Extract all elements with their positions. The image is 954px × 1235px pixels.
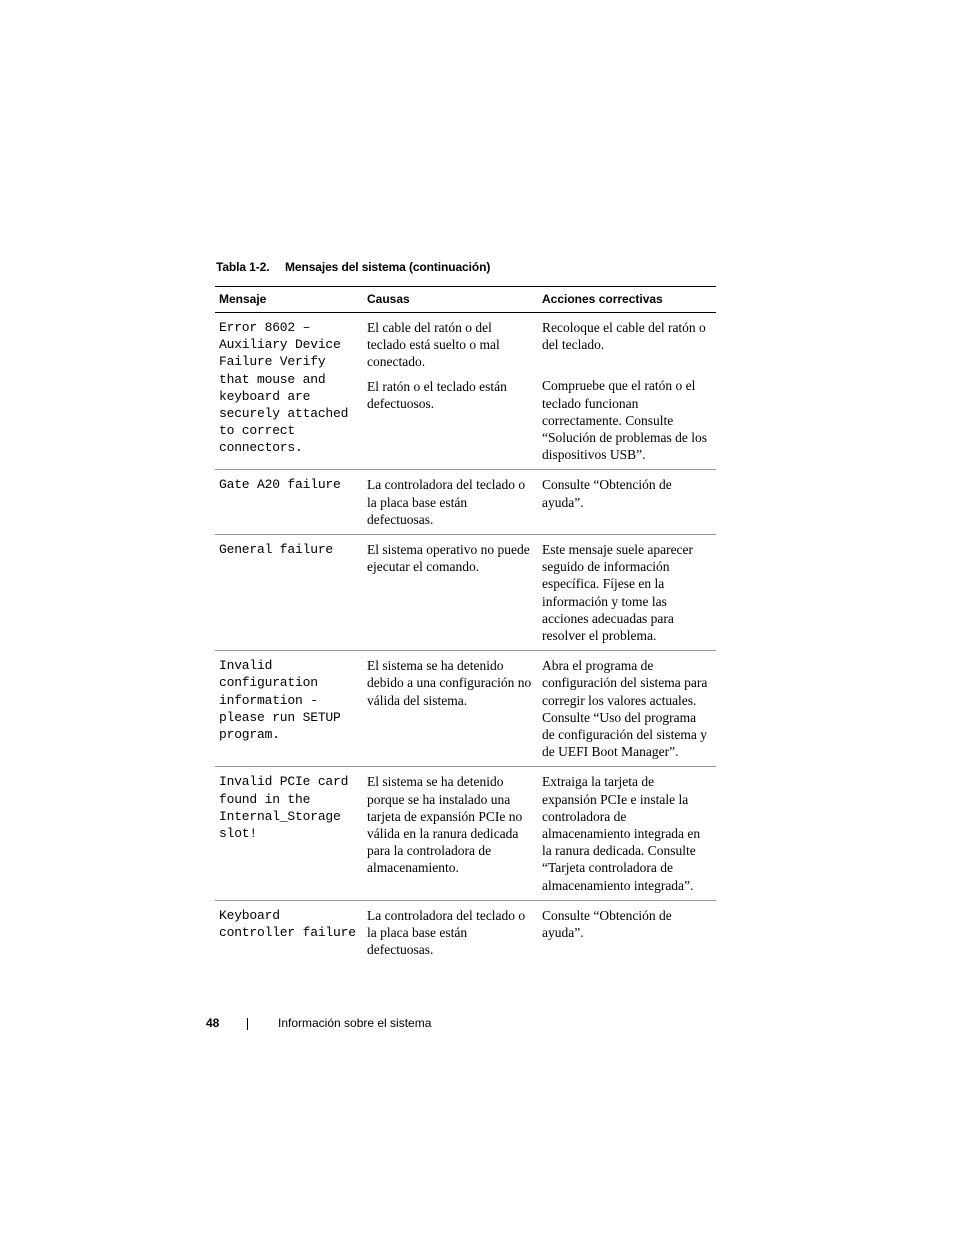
header-causes: Causas [363,287,538,313]
header-message: Mensaje [215,287,363,313]
message-cell: Keyboard controller failure [219,907,356,941]
table-row [215,900,716,964]
cause-text: El sistema se ha detenido porque se ha instalado una tarjeta de expansión PCIe no válida en la ranura dedicada para la controladora de almacenamiento. [367,774,523,876]
causes-cell [363,470,538,535]
message-cell: Invalid PCIe card found in the Internal_Storage slot! [215,767,363,900]
cause-text: El cable del ratón o del teclado está suelto o mal conectado. [367,320,500,370]
causes-cell [363,535,538,651]
cause-text: La controladora del teclado o la placa base están defectuosas. [367,477,526,527]
system-messages-table [215,286,716,965]
action-text: Consulte “Obtención de ayuda”. [542,907,672,941]
cause-text: El sistema se ha detenido debido a una configuración no válida del sistema. [367,658,532,708]
causes-cell [363,651,538,767]
action-text: Este mensaje suele aparecer seguido de información específica. Fíjese en la información y tome las acciones adecuadas para resolver el problema. [542,542,694,644]
table-title: Mensajes del sistema (continuación) [285,260,491,274]
action-text: Extraiga la tarjeta de expansión PCIe e instale la controladora de almacenamiento integrada en la ranura dedicada. Consulte “Tarjeta controladora de almacenamiento integrada”. [542,774,701,893]
table-row [215,535,716,651]
message-cell: Gate A20 failure [215,470,363,535]
footer-section-title: Información sobre el sistema [278,1016,432,1030]
causes-cell [363,900,538,964]
message-cell: Error 8602 – Auxiliary Device Failure Verify that mouse and keyboard are securely attached to correct connectors. [215,313,363,470]
action-text: Consulte “Obtención de ayuda”. [542,477,672,510]
cause-text: El sistema operativo no puede ejecutar el comando. [367,542,530,575]
actions-cell [538,900,716,964]
action-text: Abra el programa de configuración del sistema para corregir los valores actuales. Consulte “Uso del programa de configuración del sistema y de UEFI Boot Manager”. [542,658,708,760]
cause-text: La controladora del teclado o la placa base están defectuosas. [367,907,526,958]
table-row [215,470,716,535]
footer-divider [247,1018,248,1030]
actions-cell [538,535,716,651]
header-actions: Acciones correctivas [538,287,716,313]
table-row [215,313,716,470]
cause-text: El ratón o el teclado están defectuosos. [367,378,507,411]
causes-cell [363,313,538,470]
actions-cell [538,470,716,535]
table-header-row [215,287,716,313]
actions-cell [538,313,716,470]
actions-cell [538,767,716,900]
actions-cell [538,651,716,767]
action-text: Compruebe que el ratón o el teclado funcionan correctamente. Consulte “Solución de problemas de los dispositivos USB”. [542,378,707,463]
table-row [215,767,716,900]
table-number: Tabla 1-2. [216,260,270,274]
table-row [215,651,716,767]
message-cell: General failure [215,535,363,651]
page-number: 48 [206,1016,220,1030]
action-text: Recoloque el cable del ratón o del teclado. [542,320,706,353]
message-cell: Invalid configuration information - please run SETUP program. [215,651,363,767]
causes-cell [363,767,538,900]
table-caption [216,260,490,274]
